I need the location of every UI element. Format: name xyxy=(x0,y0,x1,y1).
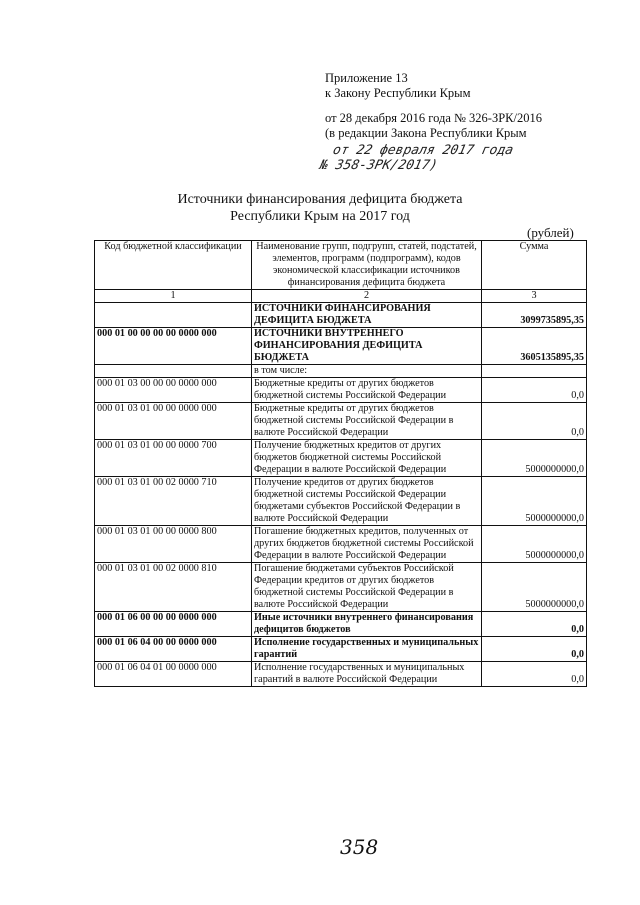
table-row xyxy=(95,365,587,378)
row-code: 000 01 03 01 00 02 0000 810 xyxy=(95,563,252,612)
row-code: 000 01 00 00 00 00 0000 000 xyxy=(95,328,252,365)
handwritten-amendment-date: от 22 февраля 2017 года xyxy=(331,143,515,158)
row-sum: 0,0 xyxy=(482,662,587,687)
row-sum xyxy=(482,365,587,378)
row-sum: 5000000000,0 xyxy=(482,563,587,612)
document-title-line2: Республики Крым на 2017 год xyxy=(230,209,410,224)
row-sum: 3605135895,35 xyxy=(482,328,587,365)
row-code xyxy=(95,365,252,378)
header-sum: Сумма xyxy=(482,241,587,290)
table-header-row xyxy=(95,241,587,290)
law-date-number: от 28 декабря 2016 года № 326-ЗРК/2016 xyxy=(325,111,542,125)
row-sum: 3099735895,35 xyxy=(482,303,587,328)
row-code: 000 01 06 00 00 00 0000 000 xyxy=(95,612,252,637)
row-name: ИСТОЧНИКИ ФИНАНСИРОВАНИЯ ДЕФИЦИТА БЮДЖЕТА xyxy=(252,303,482,328)
table-row xyxy=(95,563,587,612)
header-name: Наименование групп, подгрупп, статей, подстатей, элементов, программ (подпрограмм), кодов экономической классификации источников финансирования дефицита бюджета xyxy=(252,241,482,290)
currency-unit: (рублей) xyxy=(527,225,574,240)
row-name: Получение кредитов от других бюджетов бюджетной системы Российской Федерации бюджетами субъектов Российской Федерации в валюте Российской Федерации xyxy=(252,477,482,526)
row-name: Погашение бюджетных кредитов, полученных от других бюджетов бюджетной системы Российской Федерации в валюте Российской Федерации xyxy=(252,526,482,563)
row-sum: 5000000000,0 xyxy=(482,526,587,563)
handwritten-page-number: 358 xyxy=(340,835,379,859)
table-row xyxy=(95,526,587,563)
table-row xyxy=(95,662,587,687)
row-sum: 0,0 xyxy=(482,378,587,403)
table-row xyxy=(95,440,587,477)
law-reference: к Закону Республики Крым xyxy=(325,86,471,100)
document-title-line1: Источники финансирования дефицита бюджета xyxy=(177,192,463,207)
row-sum: 0,0 xyxy=(482,403,587,440)
row-code: 000 01 03 00 00 00 0000 000 xyxy=(95,378,252,403)
row-name: Иные источники внутреннего финансирования дефицитов бюджетов xyxy=(252,612,482,637)
row-code: 000 01 03 01 00 00 0000 800 xyxy=(95,526,252,563)
table-row xyxy=(95,637,587,662)
column-number-2: 2 xyxy=(252,290,482,303)
budget-sources-table xyxy=(94,240,587,687)
table-row xyxy=(95,328,587,365)
edition-note: (в редакции Закона Республики Крым xyxy=(325,126,527,140)
table-row xyxy=(95,477,587,526)
row-sum: 5000000000,0 xyxy=(482,477,587,526)
row-code: 000 01 06 04 01 00 0000 000 xyxy=(95,662,252,687)
table-row xyxy=(95,403,587,440)
row-code: 000 01 03 01 00 00 0000 700 xyxy=(95,440,252,477)
column-number-3: 3 xyxy=(482,290,587,303)
appendix-label: Приложение 13 xyxy=(325,71,408,85)
row-name: Исполнение государственных и муниципальных гарантий xyxy=(252,637,482,662)
table-row xyxy=(95,378,587,403)
table-row xyxy=(95,612,587,637)
row-sum: 0,0 xyxy=(482,612,587,637)
header-code: Код бюджетной классификации xyxy=(95,241,252,290)
row-name: Погашение бюджетами субъектов Российской Федерации кредитов от других бюджетов бюджетной системы Российской Федерации в валюте Российской Федерации xyxy=(252,563,482,612)
column-number-1: 1 xyxy=(95,290,252,303)
column-number-row xyxy=(95,290,587,303)
row-code: 000 01 03 01 00 00 0000 000 xyxy=(95,403,252,440)
row-name: ИСТОЧНИКИ ВНУТРЕННЕГО ФИНАНСИРОВАНИЯ ДЕФИЦИТА БЮДЖЕТА xyxy=(252,328,482,365)
row-code: 000 01 03 01 00 02 0000 710 xyxy=(95,477,252,526)
row-sum: 5000000000,0 xyxy=(482,440,587,477)
row-name: Исполнение государственных и муниципальных гарантий в валюте Российской Федерации xyxy=(252,662,482,687)
row-sum: 0,0 xyxy=(482,637,587,662)
row-code xyxy=(95,303,252,328)
row-name: Получение бюджетных кредитов от других бюджетов бюджетной системы Российской Федерации в валюте Российской Федерации xyxy=(252,440,482,477)
table-row xyxy=(95,303,587,328)
row-name: в том числе: xyxy=(252,365,482,378)
row-name: Бюджетные кредиты от других бюджетов бюджетной системы Российской Федерации xyxy=(252,378,482,403)
handwritten-amendment-number: № 358-ЗРК/2017) xyxy=(318,158,440,173)
row-name: Бюджетные кредиты от других бюджетов бюджетной системы Российской Федерации в валюте Российской Федерации xyxy=(252,403,482,440)
row-code: 000 01 06 04 00 00 0000 000 xyxy=(95,637,252,662)
